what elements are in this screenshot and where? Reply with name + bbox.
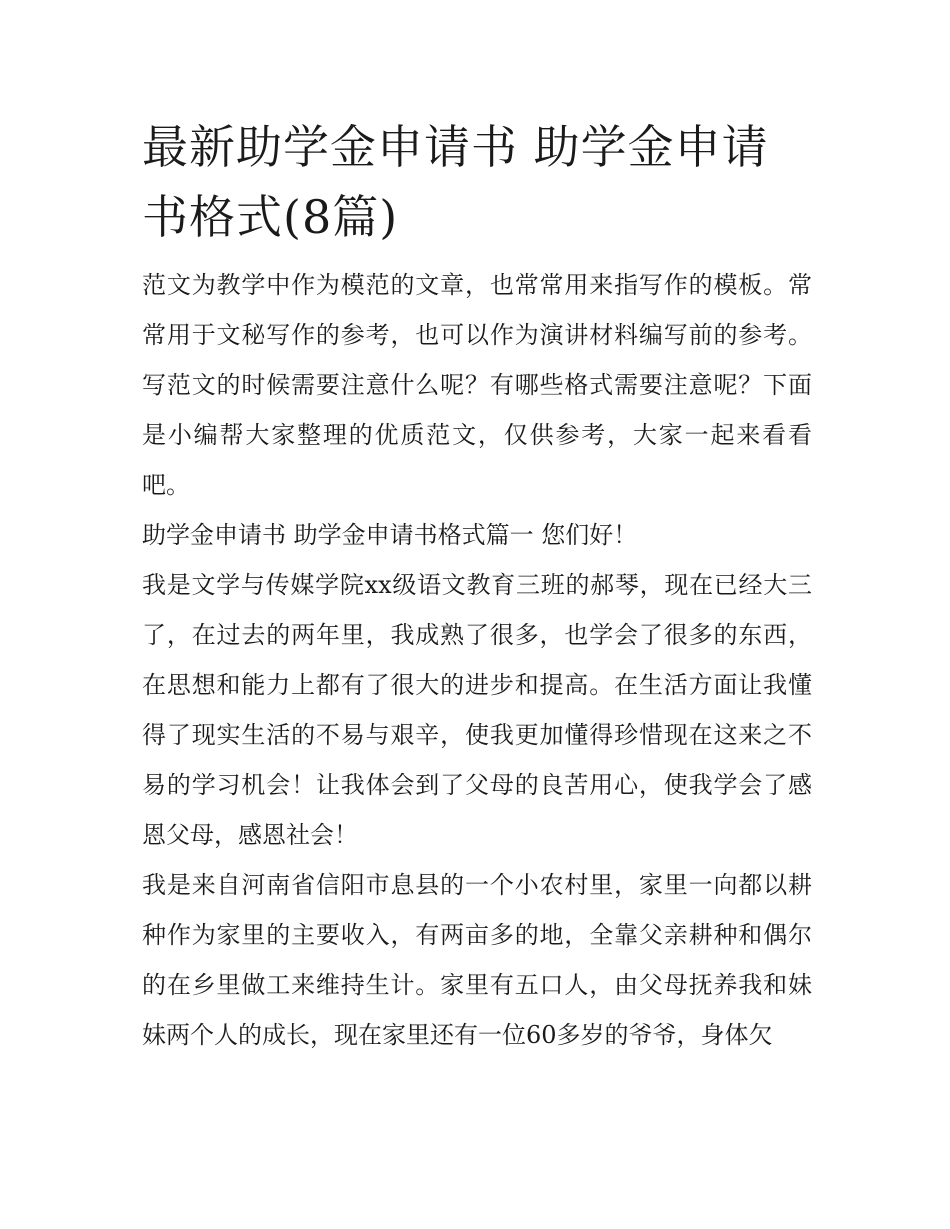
paragraph-intro: 范文为教学中作为模范的文章，也常常用来指写作的模板。常常用于文秘写作的参考，也可以作为演讲材料编写前的参考。写范文的时候需要注意什么呢？有哪些格式需要注意呢？下面是小编帮大家整理的优质范文，仅供参考，大家一起来看看吧。 bbox=[142, 271, 812, 499]
paragraph-self-introduction: 我是文学与传媒学院xx级语文教育三班的郝琴，现在已经大三了，在过去的两年里，我成熟了很多，也学会了很多的东西，在思想和能力上都有了很大的进步和提高。在生活方面让我懂得了现实生活的不易与艰辛，使我更加懂得珍惜现在这来之不易的学习机会！让我体会到了父母的良苦用心，使我学会了感恩父母，感恩社会！ bbox=[142, 571, 812, 849]
paragraph-section-heading: 助学金申请书 助学金申请书格式篇一 您们好！ bbox=[142, 521, 638, 549]
paragraph-family-background: 我是来自河南省信阳市息县的一个小农村里，家里一向都以耕种作为家里的主要收入，有两亩多的地，全靠父亲耕种和偶尔的在乡里做工来维持生计。家里有五口人，由父母抚养我和妹妹两个人的成长，现在家里还有一位60多岁的爷爷，身体欠 bbox=[142, 871, 812, 1049]
document-body bbox=[142, 112, 812, 1060]
document-title: 最新助学金申请书 助学金申请书格式(8篇) bbox=[142, 120, 769, 244]
